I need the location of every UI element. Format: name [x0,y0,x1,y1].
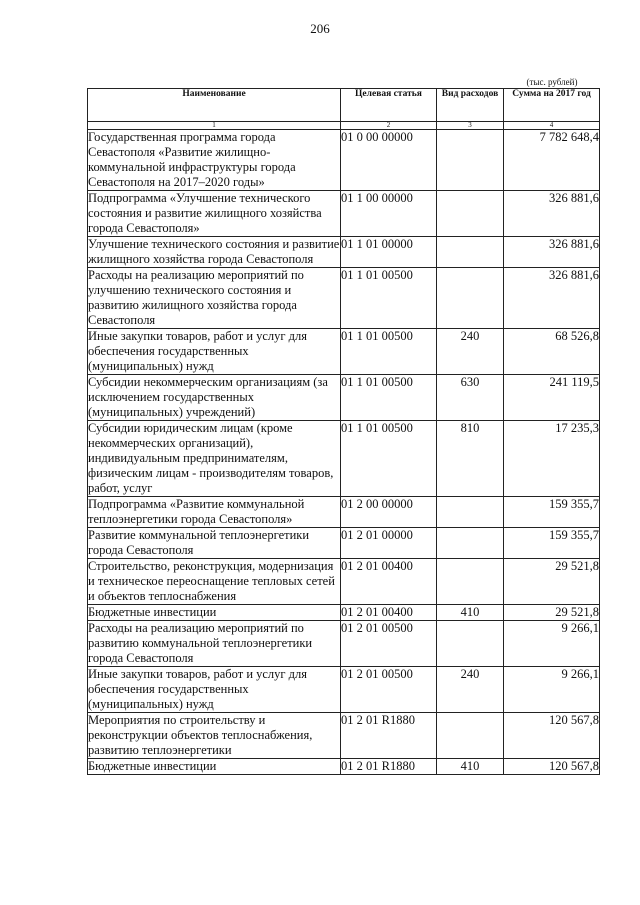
row-target-code: 01 2 01 00500 [341,667,437,713]
row-amount: 120 567,8 [504,713,600,759]
row-amount: 120 567,8 [504,759,600,775]
table-row [88,667,600,713]
row-target-code: 01 2 01 R1880 [341,759,437,775]
row-expense-type: 810 [437,421,504,497]
row-amount: 17 235,3 [504,421,600,497]
row-expense-type: 410 [437,759,504,775]
table-row [88,130,600,191]
row-target-code: 01 2 01 00400 [341,605,437,621]
row-amount: 159 355,7 [504,497,600,528]
column-number: 4 [504,122,600,130]
header-target: Целевая статья [341,89,437,122]
row-target-code: 01 1 01 00000 [341,237,437,268]
table-row [88,329,600,375]
table-row [88,237,600,268]
units-note: (тыс. рублей) [526,77,578,87]
table-row [88,605,600,621]
row-name: Иные закупки товаров, работ и услуг для обеспечения государственных (муниципальных) нужд [88,667,341,713]
row-expense-type [437,130,504,191]
row-expense-type [437,621,504,667]
table-row [88,268,600,329]
row-amount: 326 881,6 [504,191,600,237]
column-number: 2 [341,122,437,130]
row-amount: 326 881,6 [504,268,600,329]
row-name: Строительство, реконструкция, модернизация и техническое переоснащение тепловых сетей и объектов теплоснабжения [88,559,341,605]
table-row [88,191,600,237]
row-name: Субсидии юридическим лицам (кроме некоммерческих организаций), индивидуальным предпринимателям, физическим лицам - производителям товаров, работ, услуг [88,421,341,497]
row-expense-type [437,191,504,237]
row-expense-type: 240 [437,329,504,375]
row-amount: 9 266,1 [504,667,600,713]
row-target-code: 01 1 01 00500 [341,375,437,421]
row-name: Развитие коммунальной теплоэнергетики города Севастополя [88,528,341,559]
budget-table [87,88,600,775]
row-expense-type: 410 [437,605,504,621]
row-amount: 9 266,1 [504,621,600,667]
column-number: 3 [437,122,504,130]
row-expense-type [437,497,504,528]
column-number-row [88,122,600,130]
header-type: Вид расходов [437,89,504,122]
row-name: Подпрограмма «Улучшение технического состояния и развитие жилищного хозяйства города Севастополя» [88,191,341,237]
row-name: Расходы на реализацию мероприятий по развитию коммунальной теплоэнергетики города Севастополя [88,621,341,667]
row-expense-type [437,559,504,605]
row-amount: 241 119,5 [504,375,600,421]
row-name: Расходы на реализацию мероприятий по улучшению технического состояния и развитию жилищного хозяйства города Севастополя [88,268,341,329]
row-expense-type: 630 [437,375,504,421]
column-number: 1 [88,122,341,130]
row-target-code: 01 1 01 00500 [341,268,437,329]
row-target-code: 01 0 00 00000 [341,130,437,191]
table-row [88,528,600,559]
row-expense-type [437,237,504,268]
row-name: Бюджетные инвестиции [88,759,341,775]
row-name: Бюджетные инвестиции [88,605,341,621]
row-expense-type: 240 [437,667,504,713]
table-row [88,759,600,775]
row-name: Подпрограмма «Развитие коммунальной теплоэнергетики города Севастополя» [88,497,341,528]
row-amount: 68 526,8 [504,329,600,375]
row-target-code: 01 1 01 00500 [341,421,437,497]
row-target-code: 01 2 01 00400 [341,559,437,605]
row-name: Иные закупки товаров, работ и услуг для обеспечения государственных (муниципальных) нужд [88,329,341,375]
row-amount: 7 782 648,4 [504,130,600,191]
row-target-code: 01 2 01 00000 [341,528,437,559]
header-name: Наименование [88,89,341,122]
table-row [88,497,600,528]
row-name: Улучшение технического состояния и развитие жилищного хозяйства города Севастополя [88,237,340,266]
row-name: Субсидии некоммерческим организациям (за исключением государственных (муниципальных) учреждений) [88,375,341,421]
row-amount: 326 881,6 [504,237,600,268]
row-expense-type [437,528,504,559]
row-amount: 29 521,8 [504,559,600,605]
row-amount: 159 355,7 [504,528,600,559]
row-name: Мероприятия по строительству и реконструкции объектов теплоснабжения, развитию теплоэнергетики [88,713,341,759]
header-amount: Сумма на 2017 год [504,89,600,122]
table-row [88,559,600,605]
table-row [88,421,600,497]
row-target-code: 01 1 01 00500 [341,329,437,375]
page-number: 206 [310,21,330,36]
table-row [88,375,600,421]
row-expense-type [437,268,504,329]
table-row [88,713,600,759]
row-target-code: 01 2 00 00000 [341,497,437,528]
row-target-code: 01 1 00 00000 [341,191,437,237]
row-expense-type [437,713,504,759]
row-name: Государственная программа города Севастополя «Развитие жилищно-коммунальной инфраструктуры города Севастополя на 2017–2020 годы» [88,130,341,191]
row-target-code: 01 2 01 R1880 [341,713,437,759]
header-row [88,89,600,122]
table-row [88,621,600,667]
row-amount: 29 521,8 [504,605,600,621]
row-target-code: 01 2 01 00500 [341,621,437,667]
